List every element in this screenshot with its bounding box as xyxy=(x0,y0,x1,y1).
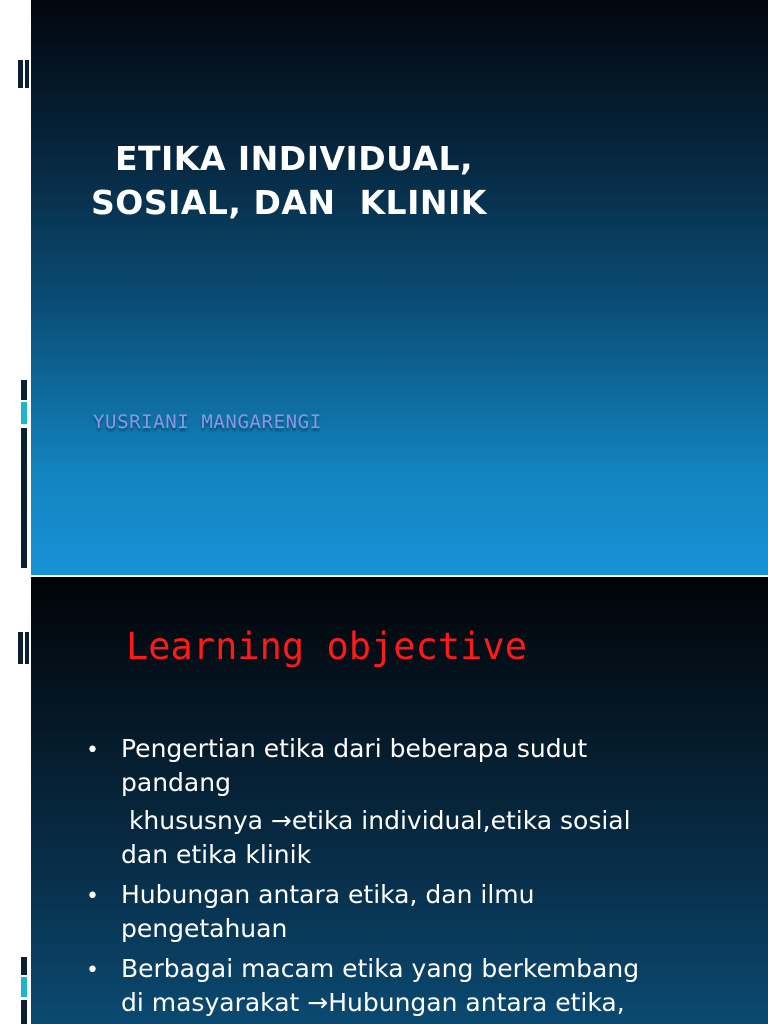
bullet-text-line: khususnya →etika individual,etika sosial xyxy=(121,806,631,835)
bullet-dot-icon: • xyxy=(86,738,99,763)
decorative-bar-accent xyxy=(21,402,27,424)
decorative-bar xyxy=(18,60,23,88)
decorative-bar xyxy=(21,1000,27,1024)
slide-title xyxy=(91,137,487,225)
slide-background xyxy=(31,0,768,575)
bullet-text-line: di masyarakat →Hubungan antara etika, xyxy=(121,988,625,1017)
decorative-bar xyxy=(21,380,27,400)
bullet-list xyxy=(86,732,726,1024)
bullet-text-line: pandang xyxy=(121,768,231,797)
list-item xyxy=(86,878,726,946)
bullet-text-line: Berbagai macam etika yang berkembang xyxy=(121,954,640,983)
title-line-2: SOSIAL, DAN KLINIK xyxy=(91,183,487,222)
decorative-bar xyxy=(25,632,29,664)
bullet-dot-icon: • xyxy=(86,958,99,983)
title-line-1: ETIKA INDIVIDUAL, xyxy=(91,139,474,178)
bullet-text-line: Hubungan antara etika, dan ilmu xyxy=(121,880,535,909)
decorative-bar xyxy=(21,957,27,975)
slide-left-strip xyxy=(0,577,31,1024)
bullet-text-line: Pengertian etika dari beberapa sudut xyxy=(121,734,588,763)
decorative-bar-accent xyxy=(21,977,27,997)
decorative-bar xyxy=(18,632,23,664)
bullet-text-line: pengetahuan xyxy=(121,914,288,943)
list-item xyxy=(86,952,726,1020)
decorative-bar xyxy=(21,428,27,568)
bullet-dot-icon: • xyxy=(86,884,99,909)
slide-2-learning-objective xyxy=(0,577,768,1024)
objective-title: Learning objective xyxy=(126,625,527,668)
list-item xyxy=(86,732,726,872)
bullet-text-line: dan etika klinik xyxy=(121,840,312,869)
author-name: YUSRIANI MANGARENGI xyxy=(93,411,322,433)
slide-left-strip xyxy=(0,0,31,575)
decorative-bar xyxy=(25,60,29,88)
